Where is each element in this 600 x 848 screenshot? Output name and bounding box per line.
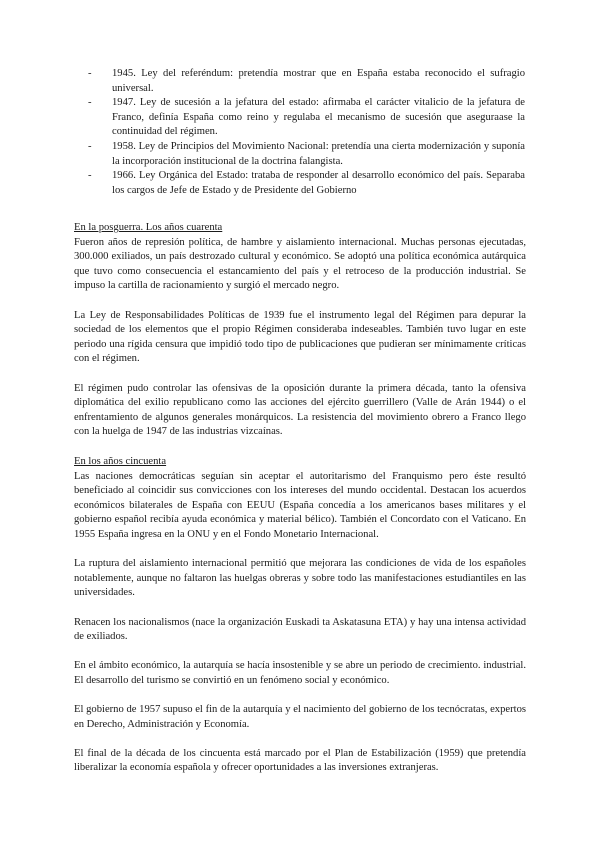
paragraph: El gobierno de 1957 supuso el fin de la autarquía y el nacimiento del gobierno de los tecnócratas, expertos en Derecho, Administración y Economía. [74, 704, 526, 730]
section-heading: En los años cincuenta [74, 456, 167, 467]
paragraph: Las naciones democráticas seguían sin aceptar el autoritarismo del Franquismo pero éste resultó beneficiado al coincidir sus convicciones con los intereses del mundo occidental. Destacan los acuerdos económicos bilaterales de España con EEUU (España concedía a los americanos bases militares y el gobierno español recibía ayuda económica y material bélico). También el Concordato con el Vaticano. En 1955 España ingresa en la ONU y en el Fondo Monetario Internacional. [74, 470, 526, 540]
paragraph: En el ámbito económico, la autarquía se hacía insostenible y se abre un periodo de crecimiento. industrial. El desarrollo del turismo se convirtió en un fenómeno social y económico. [74, 660, 526, 686]
list-marker: - [88, 170, 92, 182]
law-list [88, 67, 525, 198]
paragraph: Renacen los nacionalismos (nace la organización Euskadi ta Askatasuna ETA) y hay una intensa actividad de exiliados. [74, 616, 526, 643]
list-item-text: 1958. Ley de Principios del Movimiento Nacional: pretendía una cierta modernización y suponía la incorporación institucional de la doctrina falangista. [112, 140, 525, 167]
list-item [88, 67, 525, 96]
paragraph: La ruptura del aislamiento internacional permitió que mejorara las condiciones de vida de los españoles notablemente, aunque no faltaron las huelgas obreras y sobre todo las manifestaciones estudiantiles en las universidades. [74, 558, 526, 599]
list-item [88, 140, 525, 169]
section-heading: En la posguerra. Los años cuarenta [74, 222, 223, 233]
paragraph: El final de la década de los cincuenta está marcado por el Plan de Estabilización (1959) que pretendía liberalizar la economía española y ofrecer oportunidades a las inversiones extranjeras. [74, 747, 526, 774]
list-marker: - [88, 68, 92, 79]
list-item [88, 169, 525, 198]
list-item-text: 1966. Ley Orgánica del Estado: trataba de responder al desarrollo económico del país. Separaba los cargos de Jefe de Estado y de Presidente del Gobierno [112, 170, 525, 196]
section-posguerra [74, 221, 526, 440]
list-item [88, 96, 525, 140]
paragraph: El régimen pudo controlar las ofensivas de la oposición durante la primera década, tanto la ofensiva diplomática del exilio republicano como las acciones del ejército guerrillero (Valle de Arán 1944) o el enfrentamiento de algunos generales monárquicos. La resistencia del movimiento obrero a Franco llego con la huelga de 1947 de las industrias vizcaínas. [74, 382, 526, 438]
paragraph: La Ley de Responsabilidades Políticas de 1939 fue el instrumento legal del Régimen para depurar la sociedad de los elementos que el propio Régimen consideraba indeseables. También tuvo lugar en este periodo una rígida censura que impidió todo tipo de publicaciones que pudieran ser mínimamente críticas con el régimen. [74, 309, 526, 365]
list-marker: - [88, 140, 92, 152]
list-marker: - [88, 97, 92, 109]
paragraph: Fueron años de represión política, de hambre y aislamiento internacional. Muchas personas ejecutadas, 300.000 exiliados, un país destrozado cultural y económico. Se adoptó una política económica autárquica que tuvo como consecuencia el estancamiento del país y el retroceso de la producción industrial. Se impuso la cartilla de racionamiento y surgió el mercado negro. [74, 236, 526, 292]
list-item-text: 1945. Ley del referéndum: pretendía mostrar que en España estaba reconocido el sufragio universal. [112, 68, 525, 94]
list-item-text: 1947. Ley de sucesión a la jefatura del estado: afirmaba el carácter vitalicio de la jefatura de Franco, definía España como reino y regulaba el mecanismo de sucesión que aseguraase la continuidad del régimen. [112, 97, 525, 138]
section-cincuenta [74, 455, 526, 776]
